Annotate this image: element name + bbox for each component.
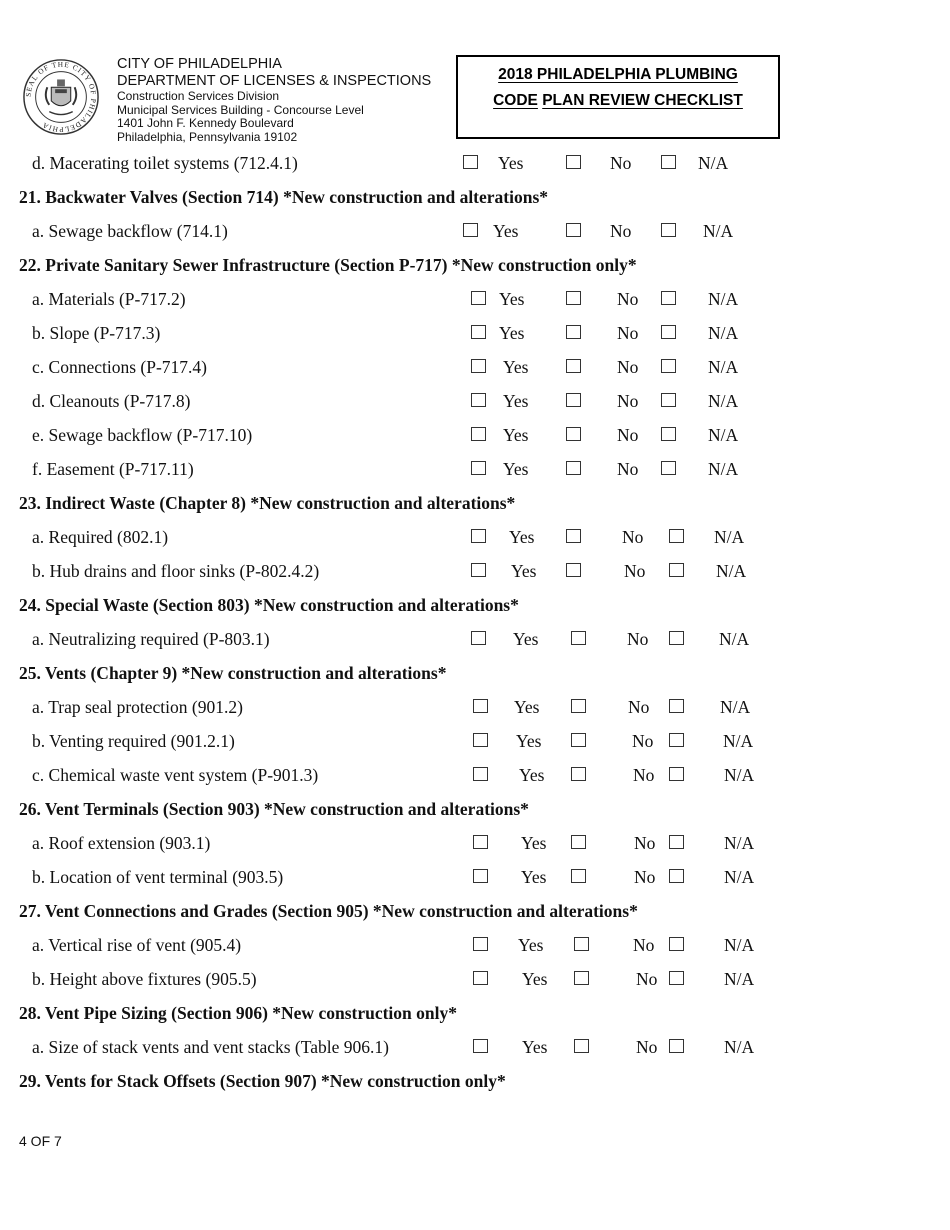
checklist-item [0, 826, 950, 860]
yes-checkbox[interactable] [473, 767, 488, 781]
na-option-label: N/A [720, 697, 751, 717]
yes-checkbox[interactable] [463, 155, 478, 169]
no-option-label: No [617, 425, 639, 445]
na-checkbox[interactable] [669, 937, 684, 951]
checklist-item [0, 758, 950, 792]
na-option-label: N/A [708, 425, 739, 445]
title-line-2 [458, 92, 778, 110]
no-checkbox[interactable] [566, 359, 581, 373]
no-option-label: No [632, 731, 654, 751]
section-heading [0, 792, 950, 826]
checklist-item [0, 690, 950, 724]
no-checkbox[interactable] [571, 767, 586, 781]
item-label: a. Sewage backflow (714.1) [32, 221, 228, 241]
yes-option-label: Yes [493, 221, 519, 241]
yes-checkbox[interactable] [473, 699, 488, 713]
item-label: b. Hub drains and floor sinks (P-802.4.2) [32, 561, 320, 581]
yes-checkbox[interactable] [471, 563, 486, 577]
no-checkbox[interactable] [566, 393, 581, 407]
section-title: 21. Backwater Valves (Section 714) *New construction and alterations* [19, 187, 549, 207]
section-heading [0, 894, 950, 928]
no-option-label: No [610, 153, 632, 173]
no-checkbox[interactable] [571, 631, 586, 645]
checklist-item [0, 146, 950, 180]
no-option-label: No [636, 1037, 658, 1057]
checklist-item [0, 724, 950, 758]
item-label: c. Chemical waste vent system (P-901.3) [32, 765, 319, 785]
no-option-label: No [636, 969, 658, 989]
na-checkbox[interactable] [669, 529, 684, 543]
yes-option-label: Yes [522, 969, 548, 989]
no-option-label: No [624, 561, 646, 581]
city-name: CITY OF PHILADELPHIA [117, 56, 282, 72]
section-title: 22. Private Sanitary Sewer Infrastructure (Section P-717) *New construction only* [19, 255, 637, 275]
section-heading [0, 486, 950, 520]
no-checkbox[interactable] [571, 699, 586, 713]
yes-checkbox[interactable] [473, 835, 488, 849]
no-option-label: No [617, 357, 639, 377]
item-label: a. Vertical rise of vent (905.4) [32, 935, 242, 955]
city-seal-image [22, 58, 100, 136]
section-title: 26. Vent Terminals (Section 903) *New construction and alterations* [19, 799, 529, 819]
na-checkbox[interactable] [661, 325, 676, 339]
item-label: d. Macerating toilet systems (712.4.1) [32, 153, 298, 173]
checklist-item [0, 418, 950, 452]
na-checkbox[interactable] [669, 563, 684, 577]
na-checkbox[interactable] [669, 699, 684, 713]
na-option-label: N/A [723, 731, 754, 751]
na-option-label: N/A [724, 867, 755, 887]
no-option-label: No [633, 765, 655, 785]
item-label: d. Cleanouts (P-717.8) [32, 391, 191, 411]
yes-checkbox[interactable] [471, 291, 486, 305]
section-heading [0, 588, 950, 622]
checklist-item [0, 520, 950, 554]
na-option-label: N/A [708, 323, 739, 343]
city-state-zip: Philadelphia, Pennsylvania 19102 [117, 129, 298, 144]
section-title: 24. Special Waste (Section 803) *New construction and alterations* [19, 595, 519, 615]
item-label: a. Trap seal protection (901.2) [32, 697, 243, 717]
na-checkbox[interactable] [669, 631, 684, 645]
checklist-item [0, 384, 950, 418]
na-checkbox[interactable] [669, 869, 684, 883]
yes-option-label: Yes [511, 561, 537, 581]
yes-checkbox[interactable] [473, 1039, 488, 1053]
yes-option-label: Yes [522, 1037, 548, 1057]
no-checkbox[interactable] [571, 733, 586, 747]
item-label: b. Venting required (901.2.1) [32, 731, 235, 751]
na-option-label: N/A [719, 629, 750, 649]
yes-checkbox[interactable] [471, 325, 486, 339]
checklist-item [0, 554, 950, 588]
item-label: b. Location of vent terminal (903.5) [32, 867, 284, 887]
na-checkbox[interactable] [661, 291, 676, 305]
no-option-label: No [634, 833, 656, 853]
yes-option-label: Yes [499, 323, 525, 343]
title-line-1-text: 2018 PHILADELPHIA PLUMBING [498, 66, 738, 83]
na-option-label: N/A [698, 153, 729, 173]
section-heading [0, 1064, 950, 1098]
section-heading [0, 656, 950, 690]
yes-checkbox[interactable] [463, 223, 478, 237]
section-title: 28. Vent Pipe Sizing (Section 906) *New construction only* [19, 1003, 457, 1023]
yes-checkbox[interactable] [473, 869, 488, 883]
yes-option-label: Yes [503, 459, 529, 479]
no-checkbox[interactable] [571, 835, 586, 849]
item-label: a. Size of stack vents and vent stacks (Table 906.1) [32, 1037, 389, 1057]
no-option-label: No [622, 527, 644, 547]
seal-lettering: SEAL OF THE CITY OF PHILADELPHIA [23, 59, 99, 135]
yes-option-label: Yes [498, 153, 524, 173]
yes-option-label: Yes [499, 289, 525, 309]
na-option-label: N/A [724, 833, 755, 853]
na-checkbox[interactable] [661, 427, 676, 441]
yes-checkbox[interactable] [471, 529, 486, 543]
no-checkbox[interactable] [574, 971, 589, 985]
no-checkbox[interactable] [566, 223, 581, 237]
no-checkbox[interactable] [574, 937, 589, 951]
yes-option-label: Yes [513, 629, 539, 649]
checklist-item [0, 316, 950, 350]
checklist-item [0, 860, 950, 894]
item-label: a. Required (802.1) [32, 527, 169, 547]
building-name: Municipal Services Building - Concourse Level [117, 102, 364, 117]
checklist-item [0, 452, 950, 486]
yes-checkbox[interactable] [471, 631, 486, 645]
na-checkbox[interactable] [661, 359, 676, 373]
na-checkbox[interactable] [661, 393, 676, 407]
yes-checkbox[interactable] [471, 427, 486, 441]
na-checkbox[interactable] [661, 461, 676, 475]
item-label: a. Roof extension (903.1) [32, 833, 211, 853]
page-number: 4 OF 7 [19, 1133, 62, 1149]
na-option-label: N/A [724, 1037, 755, 1057]
na-option-label: N/A [703, 221, 734, 241]
item-label: c. Connections (P-717.4) [32, 357, 207, 377]
no-checkbox[interactable] [566, 461, 581, 475]
no-option-label: No [633, 935, 655, 955]
title-line-2b-text: PLAN REVIEW CHECKLIST [542, 92, 743, 109]
section-title: 23. Indirect Waste (Chapter 8) *New construction and alterations* [19, 493, 516, 513]
checklist-item [0, 928, 950, 962]
yes-option-label: Yes [521, 833, 547, 853]
item-label: b. Slope (P-717.3) [32, 323, 161, 343]
division-name: Construction Services Division [117, 89, 280, 103]
title-line-1 [458, 66, 778, 84]
department-name: DEPARTMENT OF LICENSES & INSPECTIONS [117, 73, 432, 89]
na-option-label: N/A [708, 289, 739, 309]
na-checkbox[interactable] [661, 155, 676, 169]
yes-checkbox[interactable] [471, 461, 486, 475]
no-checkbox[interactable] [566, 529, 581, 543]
no-checkbox[interactable] [571, 869, 586, 883]
yes-option-label: Yes [519, 765, 545, 785]
no-checkbox[interactable] [566, 427, 581, 441]
no-option-label: No [617, 289, 639, 309]
yes-option-label: Yes [503, 357, 529, 377]
no-option-label: No [610, 221, 632, 241]
na-checkbox[interactable] [669, 733, 684, 747]
no-checkbox[interactable] [566, 155, 581, 169]
yes-checkbox[interactable] [473, 971, 488, 985]
no-option-label: No [617, 459, 639, 479]
yes-checkbox[interactable] [471, 359, 486, 373]
na-checkbox[interactable] [669, 767, 684, 781]
na-option-label: N/A [724, 969, 755, 989]
no-option-label: No [627, 629, 649, 649]
street-address: 1401 John F. Kennedy Boulevard [117, 116, 294, 130]
na-option-label: N/A [716, 561, 747, 581]
no-option-label: No [617, 391, 639, 411]
checklist-item [0, 214, 950, 248]
item-label: f. Easement (P-717.11) [32, 459, 194, 479]
na-option-label: N/A [708, 391, 739, 411]
yes-option-label: Yes [518, 935, 544, 955]
no-checkbox[interactable] [574, 1039, 589, 1053]
yes-option-label: Yes [509, 527, 535, 547]
no-option-label: No [634, 867, 656, 887]
checklist-item [0, 282, 950, 316]
section-heading [0, 996, 950, 1030]
checklist-item [0, 622, 950, 656]
na-option-label: N/A [708, 459, 739, 479]
na-option-label: N/A [708, 357, 739, 377]
section-heading [0, 180, 950, 214]
agency-header [117, 56, 431, 144]
no-option-label: No [617, 323, 639, 343]
item-label: e. Sewage backflow (P-717.10) [32, 425, 253, 445]
yes-option-label: Yes [503, 425, 529, 445]
section-title: 25. Vents (Chapter 9) *New construction and alterations* [19, 663, 447, 683]
section-title: 27. Vent Connections and Grades (Section 905) *New construction and alterations* [19, 901, 638, 921]
no-checkbox[interactable] [566, 325, 581, 339]
na-option-label: N/A [724, 935, 755, 955]
checklist-item [0, 962, 950, 996]
na-checkbox[interactable] [669, 835, 684, 849]
na-option-label: N/A [724, 765, 755, 785]
item-label: b. Height above fixtures (905.5) [32, 969, 257, 989]
yes-option-label: Yes [503, 391, 529, 411]
no-option-label: No [628, 697, 650, 717]
yes-option-label: Yes [514, 697, 540, 717]
title-line-2a-text: CODE [493, 92, 538, 109]
checklist-item [0, 350, 950, 384]
no-checkbox[interactable] [566, 563, 581, 577]
na-checkbox[interactable] [669, 1039, 684, 1053]
checklist-item [0, 1030, 950, 1064]
yes-checkbox[interactable] [473, 937, 488, 951]
yes-option-label: Yes [521, 867, 547, 887]
checklist-title-box [456, 55, 780, 139]
item-label: a. Neutralizing required (P-803.1) [32, 629, 270, 649]
na-checkbox[interactable] [669, 971, 684, 985]
na-checkbox[interactable] [661, 223, 676, 237]
yes-checkbox[interactable] [471, 393, 486, 407]
yes-checkbox[interactable] [473, 733, 488, 747]
section-title: 29. Vents for Stack Offsets (Section 907) *New construction only* [19, 1071, 506, 1091]
na-option-label: N/A [714, 527, 745, 547]
no-checkbox[interactable] [566, 291, 581, 305]
yes-option-label: Yes [516, 731, 542, 751]
item-label: a. Materials (P-717.2) [32, 289, 186, 309]
section-heading [0, 248, 950, 282]
